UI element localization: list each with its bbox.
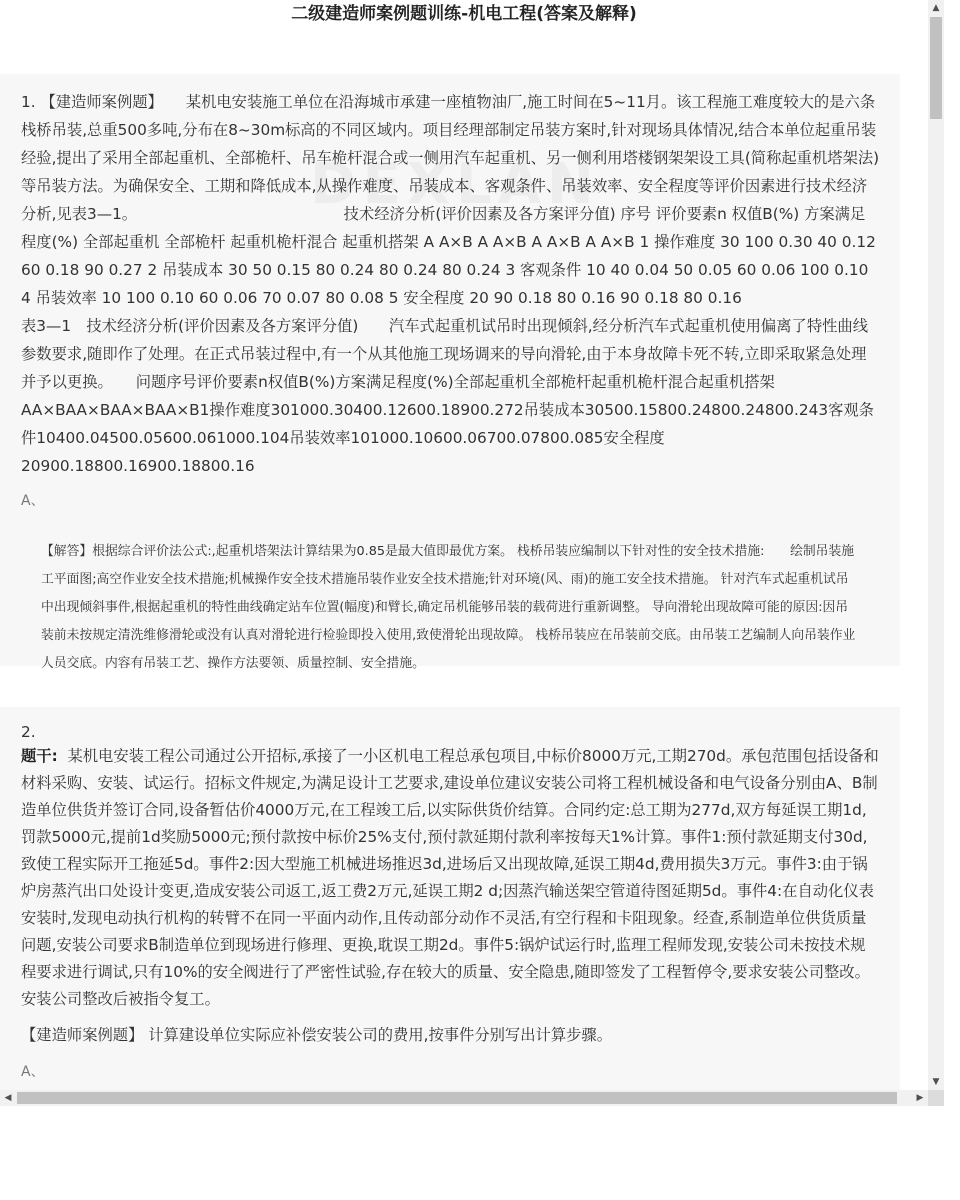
vertical-scrollbar[interactable] <box>928 0 944 1090</box>
scrollbar-corner <box>928 1090 944 1106</box>
question-card-2 <box>0 707 900 1090</box>
scroll-down-arrow-icon[interactable]: ▼ <box>932 1077 940 1087</box>
question-2-stem-text: 某机电安装工程公司通过公开招标,承接了一小区机电工程总承包项目,中标价8000万元,工期270d。承包范围包括设备和材料采购、安装、试运行。招标文件规定,为满足设计工艺要求,建设单位建议安装公司将工程机械设备和电气设备分别由A、B制造单位供货并签订合同,设备暂估价4000万元,在工程竣工后,以实际供货价结算。合同约定:总工期为277d,双方每延误工期1d,罚款5000元,提前1d奖励5000元;预付款按中标价25%支付,预付款延期付款利率按每天1%计算。事件1:预付款延期支付30d,致使工程实际开工拖延5d。事件2:因大型施工机械进场推迟3d,进场后又出现故障,延误工期4d,费用损失3万元。事件3:由于锅炉房蒸汽出口处设计变更,造成安装公司返工,返工费2万元,延误工期2 d;因蒸汽输送架空管道待图延期5d。事件4:在自动化仪表安装时,发现电动执行机构的转臂不在同一平面内动作,且传动部分动作不灵活,有空行程和卡阻现象。经查,系制造单位供货质量问题,安装公司要求B制造单位到现场进行修理、更换,耽误工期2d。事件5:锅炉试运行时,监理工程师发现,安装公司未按技术规程要求进行调试,只有10%的安全阀进行了严密性试验,存在较大的质量、安全隐患,随即签发了工程暂停令,要求安装公司整改。安装公司整改后被指令复工。 <box>21 747 879 1008</box>
question-1-option-a[interactable]: A、 <box>21 493 45 509</box>
horizontal-scroll-thumb[interactable] <box>17 1092 897 1104</box>
question-2-stem-label: 题干: <box>21 747 58 765</box>
horizontal-scrollbar[interactable] <box>0 1090 928 1106</box>
scroll-right-arrow-icon[interactable]: ▶ <box>916 1093 924 1103</box>
question-2-number: 2. <box>21 723 36 741</box>
question-2-option-a[interactable]: A、 <box>21 1064 45 1080</box>
page-title: 二级建造师案例题训练-机电工程(答案及解释) <box>291 4 637 24</box>
scroll-up-arrow-icon[interactable]: ▲ <box>932 3 940 13</box>
vertical-scroll-thumb[interactable] <box>930 17 942 119</box>
question-1-answer: 【解答】根据综合评价法公式:,起重机塔架法计算结果为0.85是最大值即最优方案。 栈桥吊装应编制以下针对性的安全技术措施: 绘制吊装施工平面图;高空作业安全技术措施;机械操作安全技术措施吊装作业安全技术措施;针对环境(风、雨)的施工安全技术措施。 针对汽车式起重机试吊中出现倾斜事件,根据起重机的特性曲线确定站车位置(幅度)和臂长,确定吊机能够吊装的载荷进行重新调整。 导向滑轮出现故障可能的原因:因吊装前未按规定清洗维修滑轮或没有认真对滑轮进行检验即投入使用,致使滑轮出现故障。 栈桥吊装应在吊装前交底。由吊装工艺编制人向吊装作业人员交底。内容有吊装工艺、操作方法要领、质量控制、安全措施。 <box>41 544 856 671</box>
question-2-stem <box>21 743 880 1013</box>
scroll-left-arrow-icon[interactable]: ◀ <box>4 1093 12 1103</box>
question-1-body: 1. 【建造师案例题】 某机电安装施工单位在沿海城市承建一座植物油厂,施工时间在5~11月。该工程施工难度较大的是六条栈桥吊装,总重500多吨,分布在8~30m标高的不同区域内。项目经理部制定吊装方案时,针对现场具体情况,结合本单位起重吊装经验,提出了采用全部起重机、全部桅杆、吊车桅杆混合或一侧用汽车起重机、另一侧利用塔楼钢架架设工具(简称起重机塔架法)等吊装方法。为确保安全、工期和降低成本,从操作难度、吊装成本、客观条件、吊装效率、安全程度等评价因素进行技术经济分析,见表3—1。 技术经济分析(评价因素及各方案评分值) 序号 评价要素n 权值B(%) 方案满足程度(%) 全部起重机 全部桅杆 起重机桅杆混合 起重机搭架 A A×B A A×B A A×B A A×B 1 操作难度 30 100 0.30 40 0.12 60 0.18 90 0.27 2 吊装成本 30 50 0.15 80 0.24 80 0.24 80 0.24 3 客观条件 10 40 0.04 50 0.05 60 0.06 100 0.10 4 吊装效率 10 100 0.10 60 0.06 70 0.07 80 0.08 5 安全程度 20 90 0.18 80 0.16 90 0.18 80 0.16 表3—1 技术经济分析(评价因素及各方案评分值) 汽车式起重机试吊时出现倾斜,经分析汽车式起重机使用偏离了特性曲线参数要求,随即作了处理。在正式吊装过程中,有一个从其他施工现场调来的导向滑轮,由于本身故障卡死不转,立即采取紧急处理并予以更换。 问题序号评价要素n权值B(%)方案满足程度(%)全部起重机全部桅杆起重机桅杆混合起重机搭架AA×BAA×BAA×BAA×B1操作难度301000.30400.12600.18900.272吊装成本30500.15800.24800.24800.243客观条件10400.04500.05600.061000.104吊装效率101000.10600.06700.07800.085安全程度20900.18800.16900.18800.16 <box>21 93 895 475</box>
question-2-ask: 【建造师案例题】 计算建设单位实际应补偿安装公司的费用,按事件分别写出计算步骤。 <box>21 1026 613 1044</box>
question-card-1 <box>0 74 900 671</box>
